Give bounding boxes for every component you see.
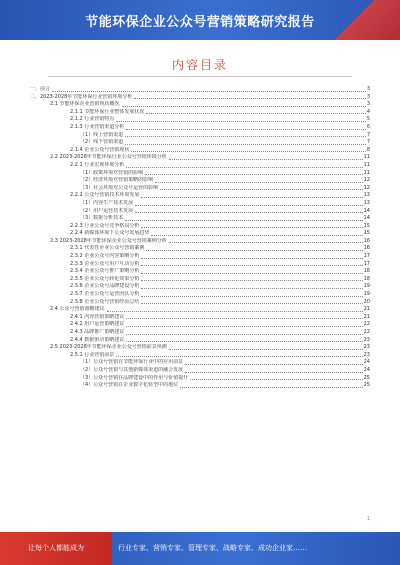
toc-leader-dots (169, 241, 363, 243)
toc-entry[interactable] (30, 306, 370, 314)
toc-entry-page: 18 (363, 268, 370, 275)
toc-entry-text: 二、2023-2028年节能环保行业营销环境分析 (30, 93, 133, 100)
toc-entry[interactable] (30, 154, 370, 162)
toc-title: 内容目录 (171, 58, 228, 72)
toc-entry-page: 13 (363, 192, 370, 199)
toc-entry-text: （4）公众号营销在企业数字化转型中的地位 (80, 382, 179, 389)
toc-entry-text: 2.3 2023-2028年节能环保企业公众号营销案例分析 (50, 237, 167, 244)
toc-entry[interactable] (30, 276, 370, 284)
toc-entry-text: （1）线上营销渠道 (80, 131, 124, 138)
toc-entry[interactable] (30, 132, 370, 140)
toc-leader-dots (141, 302, 362, 304)
toc-leader-dots (180, 386, 362, 388)
toc-entry[interactable] (30, 223, 370, 231)
header-banner (0, 0, 400, 40)
toc-entry-page: 17 (363, 260, 370, 267)
toc-entry-page: 23 (363, 344, 370, 351)
toc-leader-dots (190, 378, 362, 380)
toc-leader-dots (125, 219, 362, 221)
toc-leader-dots (146, 249, 362, 251)
toc-entry-text: （3）公众号营销在品牌建设中的作用与价值提升 (80, 374, 189, 381)
toc-entry-page: 5 (366, 116, 370, 123)
toc-entry-text: 2.3.1 代表性企业公众号营销案例 (70, 245, 145, 252)
toc-entry[interactable] (30, 230, 370, 238)
toc-entry-page: 18 (363, 275, 370, 282)
toc-entry-page: 12 (363, 184, 370, 191)
toc-leader-dots (126, 166, 362, 168)
toc-leader-dots (116, 355, 362, 357)
toc-entry[interactable] (30, 344, 370, 352)
toc-leader-dots (155, 181, 362, 183)
toc-entry-page: 25 (363, 374, 370, 381)
toc-entry-text: 2.3.5 企业公众号转化效果分析 (70, 275, 140, 282)
toc-entry[interactable] (30, 208, 370, 216)
report-title: 节能环保企业公众号营销策略研究报告 (85, 15, 315, 30)
toc-entry-text: （2）公众号营销与其他新媒体渠道的融合发展 (80, 366, 184, 373)
toc-entry[interactable] (30, 116, 370, 124)
toc-leader-dots (141, 226, 362, 228)
toc-leader-dots (145, 173, 362, 175)
footer-cta[interactable]: 让每个人都能成为 (0, 532, 112, 565)
toc-entry-page: 14 (363, 207, 370, 214)
toc-entry[interactable] (30, 109, 370, 117)
toc-entry-page: 7 (366, 139, 370, 146)
toc-entry[interactable] (30, 352, 370, 360)
footer-banner (0, 532, 400, 565)
toc-leader-dots (126, 317, 362, 319)
toc-entry-text: 2.2.1 行业宏观环境分析 (70, 161, 125, 168)
toc-entry-text: 2.4.4 数据驱动策略建议 (70, 336, 125, 343)
toc-entry-page: 19 (363, 283, 370, 290)
page-number: 1 (366, 516, 370, 522)
toc-entry[interactable] (30, 329, 370, 337)
toc-entry[interactable] (30, 200, 370, 208)
toc-entry-page: 15 (363, 222, 370, 229)
toc-entry-text: 2.3.2 企业公众号内容策略分析 (70, 253, 140, 260)
toc-entry-page: 21 (363, 306, 370, 313)
toc-entry-text: 2.2.2 公众号营销技术环境发展 (70, 192, 140, 199)
toc-entry-page: 24 (363, 359, 370, 366)
toc-entry-text: （1）政策环境对营销的影响 (80, 169, 144, 176)
toc-entry-text: 2.5.1 行业营销前景 (70, 351, 115, 358)
toc-entry-page: 22 (363, 329, 370, 335)
toc-entry-text: 2.3.4 企业公众号推广策略分析 (70, 268, 140, 275)
toc-entry-text: 2.2.3 行业公众号竞争格局分析 (70, 222, 140, 229)
toc-entry-page: 13 (363, 199, 370, 206)
toc-entry[interactable] (30, 245, 370, 253)
toc-entry-page: 24 (363, 366, 370, 373)
toc-entry[interactable] (30, 238, 370, 246)
toc-entry-text: 2.4.2 用户运营策略建议 (70, 321, 125, 328)
toc-entry-page: 7 (366, 131, 370, 138)
toc-entry-page: 11 (363, 154, 370, 161)
toc-leader-dots (141, 196, 362, 198)
toc-entry[interactable] (30, 375, 370, 383)
toc-entry[interactable] (30, 321, 370, 329)
toc-entry[interactable] (30, 192, 370, 200)
toc-entry-page: 11 (363, 169, 370, 176)
toc-entry-text: 2.1 节能环保企业营销现状概况 (50, 101, 120, 108)
toc-leader-dots (141, 257, 362, 259)
toc-entry[interactable] (30, 170, 370, 178)
toc-leader-dots (134, 97, 366, 99)
toc-entry-page: 3 (366, 93, 370, 100)
toc-leader-dots (185, 371, 362, 373)
toc-leader-dots (131, 150, 365, 152)
toc-entry[interactable] (30, 253, 370, 261)
toc-entry-page: 16 (363, 245, 370, 252)
footer-slogan: 行业专家、营销专家、管理专家、战略专家、成功企业家…… (118, 544, 307, 552)
toc-entry-text: 2.3.6 企业公众号品牌建设分析 (70, 283, 140, 290)
table-of-contents (30, 86, 370, 390)
toc-entry-page: 8 (366, 146, 370, 153)
toc-entry-text: 一、前言 (30, 86, 51, 92)
toc-entry-text: （1）内容生产技术发展 (80, 199, 134, 206)
toc-entry[interactable] (30, 299, 370, 307)
toc-leader-dots (169, 158, 363, 160)
toc-entry-page: 21 (363, 313, 370, 320)
toc-entry[interactable] (30, 124, 370, 132)
toc-entry-text: （1）公众号营销在节能环保行业中的应用前景 (80, 359, 184, 366)
toc-entry-page: 6 (366, 123, 370, 130)
toc-leader-dots (141, 279, 362, 281)
toc-entry-text: 2.1.4 企业公众号营销现状 (70, 146, 130, 153)
toc-entry[interactable] (30, 367, 370, 375)
toc-entry-page: 15 (363, 230, 370, 237)
toc-leader-dots (116, 120, 366, 122)
toc-entry-text: 2.3.8 企业公众号营销经验总结 (70, 298, 140, 305)
toc-entry-text: 2.1.1 节能环保行业整体发展状况 (70, 108, 145, 115)
toc-leader-dots (126, 333, 362, 335)
toc-entry[interactable] (30, 139, 370, 147)
toc-entry-text: 2.1.3 行业营销渠道分析 (70, 123, 125, 130)
toc-entry-page: 25 (363, 382, 370, 389)
toc-leader-dots (126, 128, 366, 130)
toc-leader-dots (125, 135, 366, 137)
toc-entry[interactable] (30, 337, 370, 345)
toc-leader-dots (141, 264, 362, 266)
toc-entry-text: （2）线下营销渠道 (80, 139, 124, 146)
toc-leader-dots (141, 295, 362, 297)
toc-entry-page: 14 (363, 215, 370, 222)
toc-leader-dots (107, 310, 363, 312)
toc-entry-text: 2.1.2 行业营销特点 (70, 116, 115, 123)
toc-leader-dots (135, 204, 362, 206)
toc-entry-page: 23 (363, 351, 370, 358)
toc-leader-dots (185, 363, 362, 365)
toc-entry[interactable] (30, 162, 370, 170)
toc-entry-page: 3 (366, 101, 370, 108)
toc-entry-text: （3）社会环境对公众号运营的影响 (80, 184, 159, 191)
toc-entry-text: 2.3.7 企业公众号运营团队分析 (70, 291, 140, 298)
toc-leader-dots (126, 340, 362, 342)
toc-entry-text: 2.2 2023-2028年节能环保行业公众号营销环境分析 (50, 154, 167, 161)
toc-entry[interactable] (30, 101, 370, 109)
toc-entry-text: 2.4.3 品牌推广策略建议 (70, 329, 125, 335)
toc-leader-dots (141, 287, 362, 289)
toc-entry-text: 2.5 2023-2028年节能环保企业公众号营销前景预测 (50, 344, 167, 351)
toc-entry-text: （3）数据分析技术 (80, 215, 124, 222)
toc-entry-text: （2）经济环境对营销策略的影响 (80, 177, 154, 184)
toc-leader-dots (169, 348, 363, 350)
toc-entry[interactable] (30, 94, 370, 102)
toc-entry[interactable] (30, 261, 370, 269)
toc-leader-dots (125, 143, 366, 145)
toc-entry-page: 23 (363, 336, 370, 343)
toc-entry[interactable] (30, 291, 370, 299)
toc-entry[interactable] (30, 283, 370, 291)
toc-entry-page: 12 (363, 177, 370, 184)
toc-entry-page: 17 (363, 253, 370, 260)
header-corner-decoration (330, 0, 400, 40)
toc-entry-page: 16 (363, 237, 370, 244)
toc-entry-page: 11 (363, 161, 370, 168)
toc-leader-dots (160, 188, 362, 190)
toc-leader-dots (151, 234, 362, 236)
toc-entry-text: 2.4.1 内容营销策略建议 (70, 313, 125, 320)
toc-entry[interactable] (30, 215, 370, 223)
toc-leader-dots (141, 272, 362, 274)
toc-leader-dots (146, 112, 365, 114)
toc-entry-page: 20 (363, 298, 370, 305)
toc-leader-dots (126, 325, 362, 327)
toc-entry[interactable] (30, 268, 370, 276)
toc-entry-text: 2.3.3 企业公众号用户互动分析 (70, 260, 140, 267)
toc-leader-dots (135, 211, 362, 213)
toc-entry-page: 22 (363, 321, 370, 328)
toc-entry-page: 3 (366, 86, 370, 92)
toc-entry-page: 19 (363, 291, 370, 298)
toc-entry[interactable] (30, 86, 370, 94)
toc-entry[interactable] (30, 185, 370, 193)
toc-entry-text: 2.4 公众号营销策略建议 (50, 306, 105, 313)
toc-title-divider (48, 76, 352, 77)
toc-entry[interactable] (30, 359, 370, 367)
toc-entry[interactable] (30, 314, 370, 322)
toc-entry[interactable] (30, 177, 370, 185)
toc-leader-dots (52, 90, 366, 92)
toc-leader-dots (122, 105, 366, 107)
toc-entry-text: （2）用户运营技术发展 (80, 207, 134, 214)
toc-entry-page: 4 (366, 108, 370, 115)
toc-entry[interactable] (30, 382, 370, 390)
toc-entry[interactable] (30, 147, 370, 155)
toc-entry-text: 2.2.4 新媒体环境下公众号发展趋势 (70, 230, 150, 237)
